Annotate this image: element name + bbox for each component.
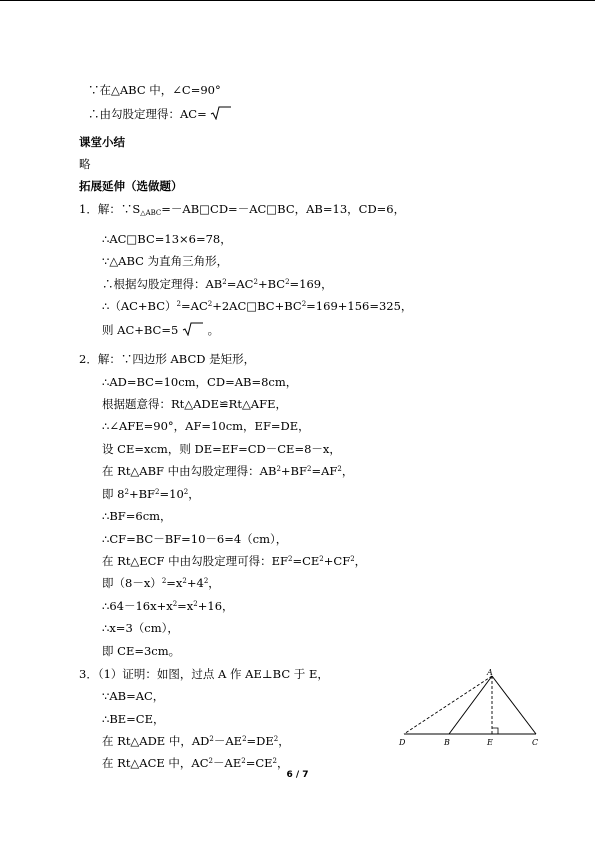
- p3-line-4: 在 Rt△ADE 中，$AD^2-AE^2=DE^2$，: [102, 734, 290, 748]
- label-a: A: [487, 668, 493, 677]
- page-number: 6 / 7: [286, 770, 309, 780]
- right-angle-mark: [492, 728, 498, 734]
- p2-line-8: ∴BF=6cm，: [102, 509, 172, 523]
- intro-line-1: ∵在△ABC 中，∠C=90°: [88, 83, 221, 97]
- label-c: C: [532, 738, 539, 747]
- intro-line-2: [88, 106, 232, 121]
- p2-line-14: 即 CE=3cm。: [102, 644, 181, 658]
- sqrt-symbol: [210, 106, 232, 120]
- segment-ab: [449, 676, 492, 734]
- p1-line-1-subscript: △ABC: [140, 209, 162, 217]
- p1-line-2: ∴AC□BC=13×6=78，: [102, 232, 232, 246]
- p3-line-1: 3．（1）证明：如图，过点 A 作 AE⊥BC 于 E，: [79, 667, 329, 681]
- segment-ad: [404, 676, 492, 734]
- p2-line-11: 即$(8-x)^2=x^2+4^2$，: [102, 576, 220, 590]
- p1-line-5: $\therefore(AC+BC)^2=AC^2+2AC□BC+BC^2=169+156=325$，: [102, 299, 413, 313]
- summary-heading: 课堂小结: [79, 135, 125, 149]
- segment-ac: [492, 676, 536, 734]
- top-rule: [0, 0, 595, 1]
- label-e: E: [487, 738, 493, 747]
- triangle-figure: [398, 668, 548, 750]
- p2-line-4: ∴∠AFE=90°，AF=10cm，EF=DE，: [102, 419, 310, 433]
- sqrt-symbol: [182, 322, 204, 336]
- extension-heading: 拓展延伸（选做题）: [79, 179, 183, 193]
- p1-line-4: ∴根据勾股定理得：$AB^2=AC^2+BC^2=169$，: [102, 277, 333, 291]
- p3-line-2: ∵AB=AC，: [102, 689, 165, 703]
- p2-line-2: ∴AD=BC=10cm，CD=AB=8cm，: [102, 375, 298, 389]
- intro-line-2-text: ∴由勾股定理得：AC=: [88, 107, 207, 121]
- p2-line-10: 在 Rt△ECF 中由勾股定理可得：$EF^2=CE^2+CF^2$，: [102, 554, 367, 568]
- p1-line-1a: 1．解：∵S: [79, 202, 141, 216]
- p3-line-3: ∴BE=CE，: [102, 712, 165, 726]
- p1-line-1b: =－AB□CD=－AC□BC，AB=13，CD=6，: [161, 202, 406, 216]
- p1-line-6a: 则 AC+BC=5: [102, 323, 179, 337]
- p1-line-1: [79, 202, 405, 216]
- p2-line-6: 在 Rt△ABF 中由勾股定理得：$AB^2+BF^2=AF^2$，: [102, 464, 354, 478]
- p1-line-6: [102, 322, 219, 337]
- p2-line-12: $\therefore 64-16x+x^2=x^2+16$，: [102, 599, 234, 613]
- p2-line-5: 设 CE=xcm，则 DE=EF=CD－CE=8－x，: [102, 442, 341, 456]
- p2-line-13: ∴x=3（cm），: [102, 621, 179, 635]
- p3-line-5: 在 Rt△ACE 中，$AC^2-AE^2=CE^2$，: [102, 756, 289, 770]
- p2-line-1: 2．解：∵四边形 ABCD 是矩形，: [79, 352, 256, 366]
- label-b: B: [444, 738, 450, 747]
- p2-line-9: ∴CF=BC－BF=10－6=4（cm），: [102, 532, 288, 546]
- summary-body: 略: [79, 157, 91, 171]
- p1-line-3: ∵△ABC 为直角三角形，: [102, 254, 229, 268]
- label-d: D: [399, 738, 406, 747]
- p1-line-6b: 。: [207, 323, 220, 337]
- p2-line-7: 即 $8^2+BF^2=10^2$，: [102, 487, 200, 501]
- p2-line-3: 根据题意得：Rt△ADE≌Rt△AFE，: [102, 397, 287, 411]
